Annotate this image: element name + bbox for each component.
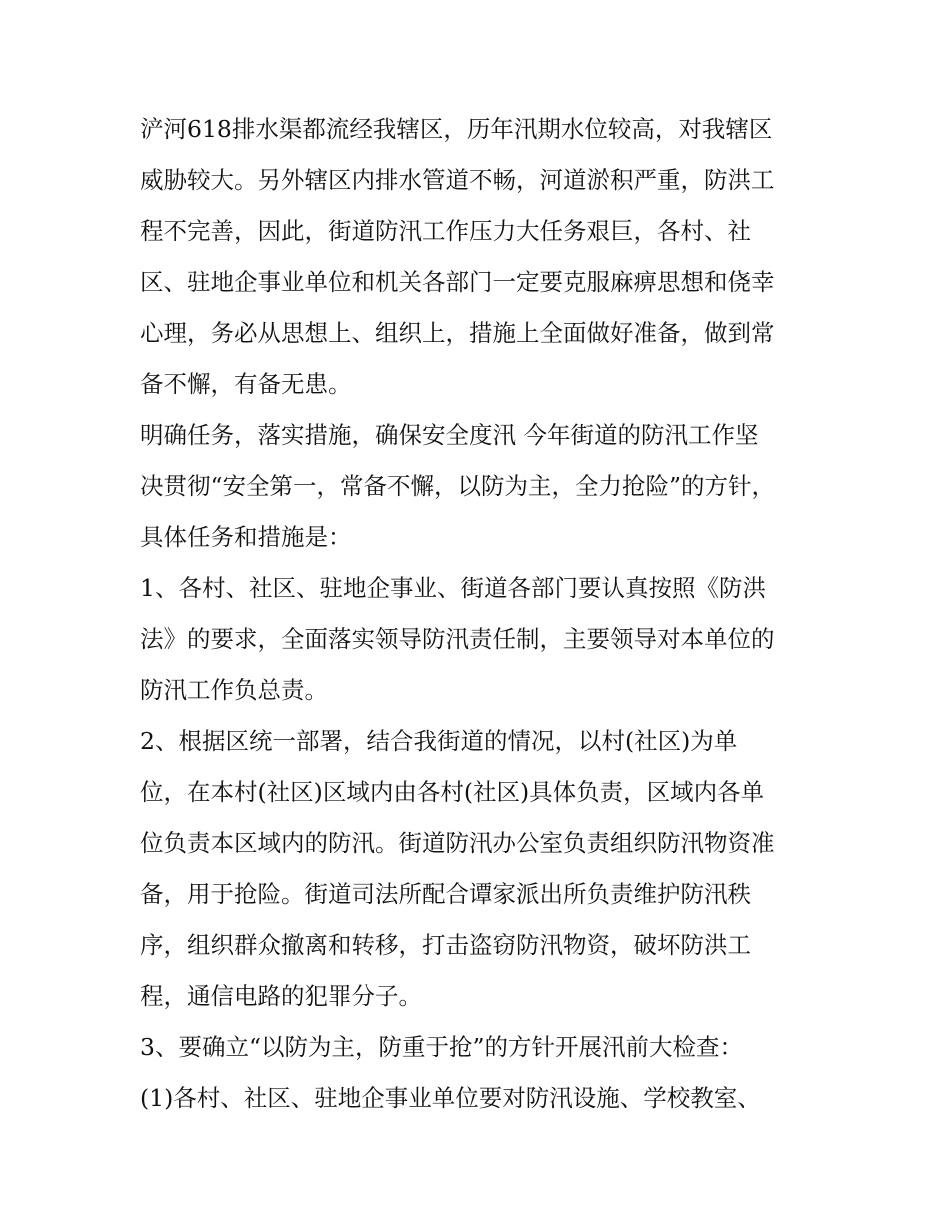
list-item-2: 2、根据区统一部署，结合我街道的情况，以村(社区)为单	[140, 727, 738, 755]
text-line: 程不完善，因此，街道防汛工作压力大任务艰巨，各村、社	[140, 217, 751, 245]
text-line: 备，用于抢险。街道司法所配合谭家派出所负责维护防汛秩	[140, 880, 751, 908]
section-heading: 明确任务，落实措施，确保安全度汛 今年街道的防汛工作坚	[140, 421, 759, 449]
sub-item-1: (1)各村、社区、驻地企事业单位要对防汛设施、学校教室、	[140, 1084, 761, 1112]
text-line: 心理，务必从思想上、组织上，措施上全面做好准备，做到常	[140, 319, 775, 347]
text-line: 程，通信电路的犯罪分子。	[140, 982, 422, 1010]
text-line: 法》的要求，全面落实领导防汛责任制，主要领导对本单位的	[140, 625, 775, 653]
text-line: 备不懈，有备无患。	[140, 370, 352, 398]
text-line: 具体任务和措施是：	[140, 523, 352, 551]
text-line: 区、驻地企事业单位和机关各部门一定要克服麻痹思想和侥幸	[140, 268, 775, 296]
body-text	[140, 104, 820, 1124]
text-line: 威胁较大。另外辖区内排水管道不畅，河道淤积严重，防洪工	[140, 166, 775, 194]
list-item-1: 1、各村、社区、驻地企事业、街道各部门要认真按照《防洪	[140, 574, 766, 602]
text-line: 序，组织群众撤离和转移，打击盗窃防汛物资，破坏防洪工	[140, 931, 751, 959]
text-line: 位，在本村(社区)区域内由各村(社区)具体负责，区域内各单	[140, 778, 765, 806]
text-line: 位负责本区域内的防汛。街道防汛办公室负责组织防汛物资准	[140, 829, 775, 857]
list-item-3: 3、要确立“以防为主，防重于抢”的方针开展汛前大检查：	[140, 1033, 743, 1061]
text-line: 决贯彻“安全第一，常备不懈，以防为主，全力抢险”的方针，	[140, 472, 776, 500]
text-line: 浐河618排水渠都流经我辖区，历年汛期水位较高，对我辖区	[140, 115, 773, 143]
text-line: 防汛工作负总责。	[140, 676, 328, 704]
